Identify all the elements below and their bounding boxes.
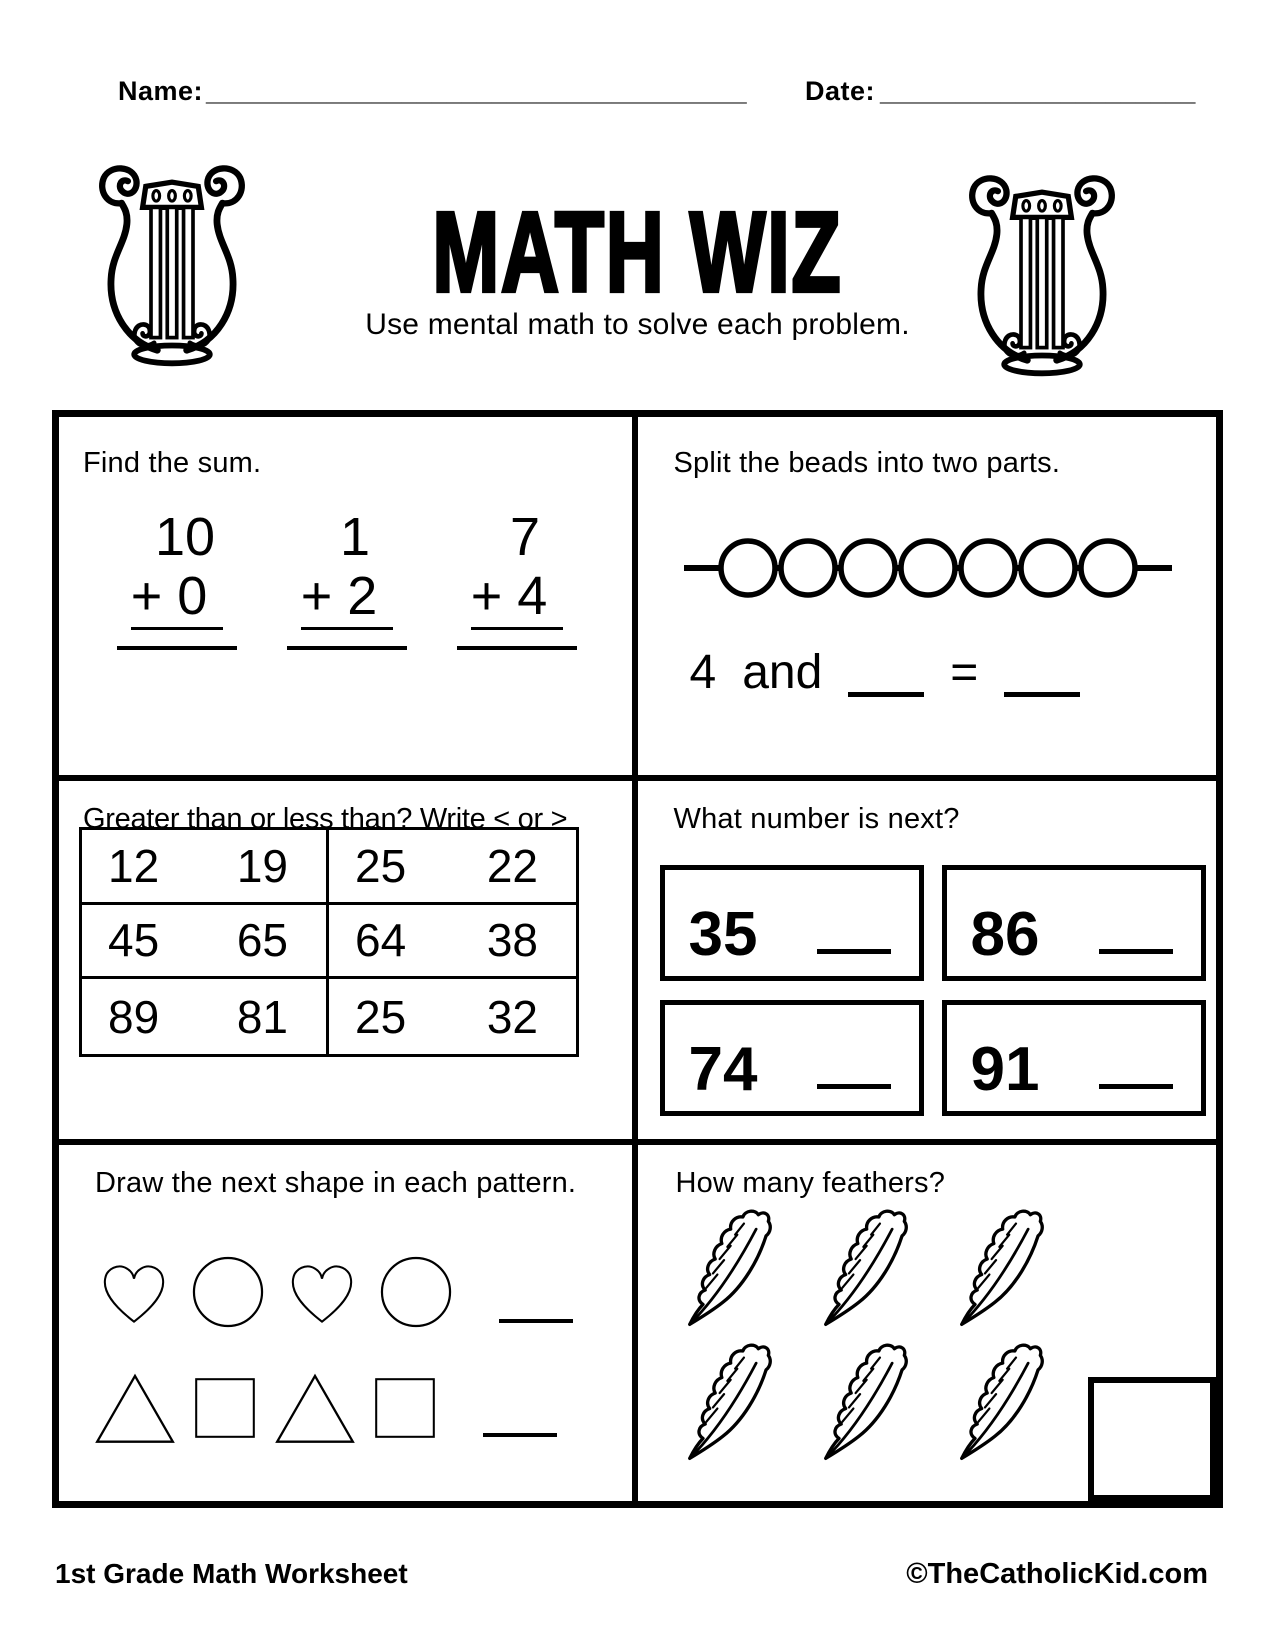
feather-icon [814, 1341, 926, 1465]
section-title: What number is next? [673, 803, 960, 835]
pattern-row [93, 1253, 573, 1331]
pattern-answer-line[interactable] [499, 1319, 573, 1323]
compare-cell[interactable] [82, 979, 329, 1054]
addition-problem [287, 509, 407, 650]
date-input-line[interactable]: _____________________ [880, 76, 1196, 106]
equation-first-number: 4 [689, 646, 717, 699]
equation-blank[interactable] [848, 650, 924, 697]
compare-table [79, 827, 579, 1057]
number-value: 74 [688, 1035, 758, 1104]
compare-cell[interactable] [82, 905, 329, 980]
footer-worksheet-label: 1st Grade Math Worksheet [55, 1558, 408, 1589]
equation-blank[interactable] [1004, 650, 1080, 697]
compare-number-left: 25 [355, 990, 407, 1043]
compare-number-right: 81 [236, 990, 288, 1043]
section-title: How many feathers? [675, 1167, 946, 1199]
feather-count-answer-box[interactable] [1088, 1377, 1216, 1501]
section-title: Draw the next shape in each pattern. [95, 1167, 577, 1199]
feather-icon [678, 1341, 790, 1465]
compare-cell[interactable] [329, 830, 576, 905]
addend-top: 7 [509, 507, 541, 567]
compare-number-right: 22 [486, 839, 538, 892]
name-input-line[interactable]: ____________________________________ [206, 76, 747, 106]
answer-line[interactable] [817, 949, 891, 954]
section-patterns [59, 1145, 638, 1501]
page-title: MATH WIZ [432, 188, 843, 316]
compare-number-left: 64 [355, 914, 407, 967]
addition-problems [117, 509, 577, 650]
equation-equals-sign: = [950, 646, 979, 699]
compare-cell[interactable] [329, 905, 576, 980]
addend-top: 10 [154, 507, 216, 567]
page-subtitle: Use mental math to solve each problem. [365, 308, 910, 341]
answer-line[interactable] [117, 646, 237, 650]
section-title: Find the sum. [83, 447, 262, 479]
compare-number-left: 25 [355, 839, 407, 892]
section-title: Split the beads into two parts. [673, 447, 1061, 479]
compare-number-right: 65 [236, 914, 288, 967]
number-value: 91 [970, 1035, 1040, 1104]
circle-shape-icon [191, 1255, 265, 1329]
addition-problem [117, 509, 237, 650]
section-split-beads [638, 417, 1217, 781]
compare-number-right: 19 [236, 839, 288, 892]
answer-line[interactable] [287, 646, 407, 650]
heart-shape-icon [93, 1253, 175, 1331]
compare-cell[interactable] [82, 830, 329, 905]
answer-line[interactable] [1099, 1084, 1173, 1089]
compare-number-right: 32 [486, 990, 538, 1043]
square-shape-icon [373, 1376, 437, 1440]
number-value: 86 [970, 900, 1040, 969]
compare-number-left: 89 [108, 990, 160, 1043]
addend-bottom: + 4 [471, 568, 564, 631]
feather-icon [950, 1207, 1062, 1331]
compare-number-left: 45 [108, 914, 160, 967]
answer-line[interactable] [457, 646, 577, 650]
name-label: Name: [118, 76, 204, 106]
section-find-sum [59, 417, 638, 781]
footer-copyright: ©TheCatholicKid.com [906, 1558, 1208, 1590]
number-value: 35 [688, 900, 758, 969]
triangle-shape-icon [93, 1371, 177, 1445]
heart-shape-icon [281, 1253, 363, 1331]
square-shape-icon [193, 1376, 257, 1440]
section-compare [59, 781, 638, 1145]
next-number-box [660, 1000, 924, 1116]
worksheet-grid [52, 410, 1223, 1508]
section-feathers [638, 1145, 1217, 1501]
section-title: Greater than or less than? Write < or > [83, 803, 568, 835]
beads-string-icon [682, 535, 1174, 601]
next-number-box [660, 865, 924, 981]
feather-icon [950, 1341, 1062, 1465]
feather-icon [814, 1207, 926, 1331]
addend-bottom: + 2 [301, 568, 394, 631]
answer-line[interactable] [817, 1084, 891, 1089]
equation-and-word: and [742, 646, 823, 699]
addition-problem [457, 509, 577, 650]
next-number-box [942, 865, 1206, 981]
triangle-shape-icon [273, 1371, 357, 1445]
addend-top: 1 [339, 507, 371, 567]
date-label: Date: [805, 76, 876, 106]
compare-number-left: 12 [108, 839, 160, 892]
circle-shape-icon [379, 1255, 453, 1329]
pattern-answer-line[interactable] [483, 1433, 557, 1437]
section-next-number [638, 781, 1217, 1145]
addend-bottom: + 0 [131, 568, 224, 631]
compare-number-right: 38 [486, 914, 538, 967]
compare-cell[interactable] [329, 979, 576, 1054]
pattern-row [93, 1371, 557, 1445]
next-number-box [942, 1000, 1206, 1116]
feather-icon [678, 1207, 790, 1331]
feathers-group [678, 1207, 1068, 1465]
bead-equation [689, 646, 1081, 699]
answer-line[interactable] [1099, 949, 1173, 954]
